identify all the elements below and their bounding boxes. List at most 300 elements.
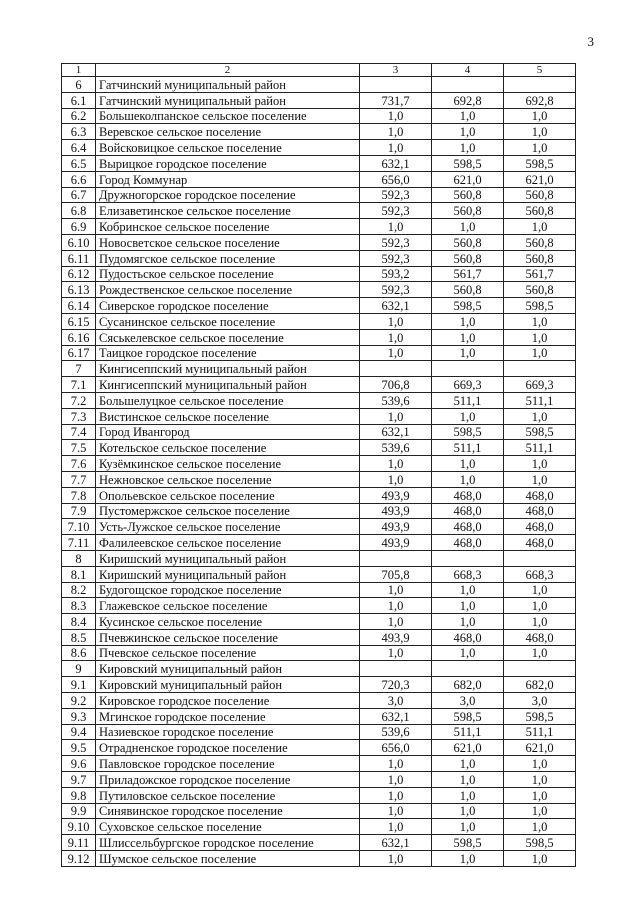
row-number: 9.6 [62,756,96,772]
row-number: 6.6 [62,171,96,187]
value-col-3 [360,550,432,566]
table-row [62,803,576,819]
row-number: 7.10 [62,519,96,535]
value-col-5: 511,1 [504,724,576,740]
row-number: 6 [62,77,96,93]
table-row [62,155,576,171]
value-col-4: 682,0 [432,677,504,693]
table-row [62,566,576,582]
municipality-name: Мгинское городское поселение [96,708,360,724]
value-col-5: 692,8 [504,92,576,108]
value-col-5 [504,361,576,377]
table-row [62,250,576,266]
value-col-3: 632,1 [360,155,432,171]
table-row [62,756,576,772]
header-col-1: 1 [62,64,96,77]
table-row [62,456,576,472]
value-col-5: 1,0 [504,645,576,661]
value-col-3: 592,3 [360,250,432,266]
row-number: 6.10 [62,234,96,250]
municipality-name: Рождественское сельское поселение [96,282,360,298]
table-row [62,708,576,724]
row-number: 8.2 [62,582,96,598]
row-number: 7.1 [62,377,96,393]
value-col-5: 1,0 [504,108,576,124]
value-col-3: 592,3 [360,203,432,219]
table-body [62,64,576,867]
table-row [62,124,576,140]
value-col-3: 493,9 [360,503,432,519]
row-number: 6.13 [62,282,96,298]
header-col-5: 5 [504,64,576,77]
value-col-4: 598,5 [432,708,504,724]
row-number: 8.3 [62,598,96,614]
table-row [62,108,576,124]
municipality-name: Сяськелевское сельское поселение [96,329,360,345]
table-row [62,629,576,645]
value-col-5: 598,5 [504,155,576,171]
municipality-name: Город Коммунар [96,171,360,187]
value-col-4: 669,3 [432,377,504,393]
municipality-name: Большелуцкое сельское поселение [96,392,360,408]
row-number: 6.5 [62,155,96,171]
row-number: 6.11 [62,250,96,266]
value-col-4: 1,0 [432,803,504,819]
table-row [62,219,576,235]
value-col-4 [432,550,504,566]
value-col-3: 539,6 [360,724,432,740]
value-col-4: 561,7 [432,266,504,282]
table-row [62,772,576,788]
municipality-name: Вистинское сельское поселение [96,408,360,424]
value-col-4: 1,0 [432,471,504,487]
row-number: 7.5 [62,440,96,456]
value-col-4: 1,0 [432,140,504,156]
municipality-name: Кировский муниципальный район [96,661,360,677]
table-row [62,392,576,408]
municipality-name: Город Ивангород [96,424,360,440]
municipality-name: Пчевжинское сельское поселение [96,629,360,645]
value-col-4 [432,77,504,93]
value-col-5: 1,0 [504,313,576,329]
row-number: 9.9 [62,803,96,819]
value-col-5: 1,0 [504,124,576,140]
table-row [62,313,576,329]
table-row [62,677,576,693]
value-col-5: 1,0 [504,772,576,788]
value-col-5: 561,7 [504,266,576,282]
municipality-name: Киришский муниципальный район [96,566,360,582]
table-row [62,266,576,282]
row-number: 7.2 [62,392,96,408]
municipality-name: Нежновское сельское поселение [96,471,360,487]
table-row [62,234,576,250]
municipality-name: Фалилеевское сельское поселение [96,535,360,551]
value-col-3: 1,0 [360,471,432,487]
budget-table [61,63,576,867]
municipality-name: Шлиссельбургское городское поселение [96,835,360,851]
value-col-5: 1,0 [504,329,576,345]
value-col-3: 493,9 [360,487,432,503]
value-col-5: 511,1 [504,392,576,408]
table-row [62,361,576,377]
value-col-4: 468,0 [432,487,504,503]
row-number: 8.5 [62,629,96,645]
row-number: 9 [62,661,96,677]
value-col-3: 539,6 [360,440,432,456]
municipality-name: Назиевское городское поселение [96,724,360,740]
row-number: 6.16 [62,329,96,345]
municipality-name: Отрадненское городское поселение [96,740,360,756]
municipality-name: Приладожское городское поселение [96,772,360,788]
table-row [62,92,576,108]
value-col-4 [432,661,504,677]
value-col-3: 1,0 [360,582,432,598]
table-row [62,487,576,503]
value-col-4: 1,0 [432,851,504,867]
row-number: 8.4 [62,614,96,630]
municipality-name: Дружногорское городское поселение [96,187,360,203]
table-row [62,851,576,867]
value-col-4: 468,0 [432,519,504,535]
row-number: 9.2 [62,693,96,709]
value-col-4: 621,0 [432,740,504,756]
municipality-name: Опольевское сельское поселение [96,487,360,503]
municipality-name: Суховское сельское поселение [96,819,360,835]
value-col-5: 1,0 [504,803,576,819]
row-number: 7.8 [62,487,96,503]
value-col-5 [504,550,576,566]
value-col-5: 598,5 [504,298,576,314]
table-row [62,550,576,566]
municipality-name: Гатчинский муниципальный район [96,77,360,93]
value-col-5: 1,0 [504,456,576,472]
value-col-4: 560,8 [432,282,504,298]
municipality-name: Кировское городское поселение [96,693,360,709]
municipality-name: Кингисеппский муниципальный район [96,377,360,393]
value-col-4: 1,0 [432,645,504,661]
value-col-4: 560,8 [432,234,504,250]
municipality-name: Таицкое городское поселение [96,345,360,361]
value-col-5: 560,8 [504,250,576,266]
value-col-4: 560,8 [432,203,504,219]
value-col-5: 468,0 [504,535,576,551]
value-col-3: 632,1 [360,298,432,314]
value-col-5: 560,8 [504,234,576,250]
municipality-name: Вырицкое городское поселение [96,155,360,171]
value-col-4: 692,8 [432,92,504,108]
row-number: 7.3 [62,408,96,424]
row-number: 7.6 [62,456,96,472]
table-row [62,329,576,345]
row-number: 7.9 [62,503,96,519]
value-col-4: 1,0 [432,772,504,788]
value-col-5: 598,5 [504,708,576,724]
value-col-4: 598,5 [432,298,504,314]
row-number: 9.11 [62,835,96,851]
value-col-5: 468,0 [504,487,576,503]
value-col-3: 705,8 [360,566,432,582]
value-col-5: 1,0 [504,345,576,361]
value-col-4: 511,1 [432,724,504,740]
value-col-3: 1,0 [360,819,432,835]
municipality-name: Шумское сельское поселение [96,851,360,867]
value-col-3: 1,0 [360,787,432,803]
row-number: 9.4 [62,724,96,740]
table-row [62,471,576,487]
value-col-4: 1,0 [432,313,504,329]
table-row [62,519,576,535]
table-row [62,835,576,851]
value-col-5: 560,8 [504,282,576,298]
value-col-5: 560,8 [504,187,576,203]
value-col-3: 539,6 [360,392,432,408]
value-col-3: 1,0 [360,614,432,630]
municipality-name: Киришский муниципальный район [96,550,360,566]
value-col-4: 511,1 [432,392,504,408]
row-number: 9.7 [62,772,96,788]
value-col-3: 493,9 [360,519,432,535]
municipality-name: Кузёмкинское сельское поселение [96,456,360,472]
value-col-3: 1,0 [360,645,432,661]
value-col-5: 468,0 [504,629,576,645]
value-col-3 [360,77,432,93]
value-col-3: 632,1 [360,424,432,440]
value-col-4: 1,0 [432,219,504,235]
value-col-3: 1,0 [360,803,432,819]
row-number: 6.1 [62,92,96,108]
value-col-5: 1,0 [504,819,576,835]
value-col-3: 592,3 [360,234,432,250]
value-col-5: 560,8 [504,203,576,219]
table-row [62,535,576,551]
table-row [62,77,576,93]
table-row [62,661,576,677]
table-row [62,140,576,156]
municipality-name: Пустомержское сельское поселение [96,503,360,519]
value-col-3: 656,0 [360,740,432,756]
value-col-3: 592,3 [360,187,432,203]
value-col-3: 1,0 [360,408,432,424]
page-number: 3 [587,34,594,49]
table-row [62,203,576,219]
table-row [62,598,576,614]
municipality-name: Войсковицкое сельское поселение [96,140,360,156]
value-col-3: 731,7 [360,92,432,108]
table-row [62,187,576,203]
value-col-3: 656,0 [360,171,432,187]
value-col-3: 1,0 [360,456,432,472]
municipality-name: Кобринское сельское поселение [96,219,360,235]
municipality-name: Большеколпанское сельское поселение [96,108,360,124]
value-col-5 [504,661,576,677]
value-col-5 [504,77,576,93]
municipality-name: Кировский муниципальный район [96,677,360,693]
municipality-name: Елизаветинское сельское поселение [96,203,360,219]
value-col-5: 668,3 [504,566,576,582]
municipality-name: Пчевское сельское поселение [96,645,360,661]
row-number: 6.14 [62,298,96,314]
value-col-3: 1,0 [360,772,432,788]
value-col-4: 560,8 [432,187,504,203]
header-col-4: 4 [432,64,504,77]
municipality-name: Глажевское сельское поселение [96,598,360,614]
row-number: 9.3 [62,708,96,724]
row-number: 6.7 [62,187,96,203]
value-col-3: 1,0 [360,219,432,235]
table-row [62,614,576,630]
value-col-3: 1,0 [360,140,432,156]
value-col-4: 1,0 [432,108,504,124]
value-col-5: 621,0 [504,740,576,756]
municipality-name: Синявинское городское поселение [96,803,360,819]
table-row [62,424,576,440]
value-col-3: 632,1 [360,835,432,851]
municipality-name: Сиверское городское поселение [96,298,360,314]
value-col-4 [432,361,504,377]
row-number: 8.6 [62,645,96,661]
value-col-4: 598,5 [432,155,504,171]
row-number: 7.4 [62,424,96,440]
value-col-5: 468,0 [504,503,576,519]
value-col-5: 468,0 [504,519,576,535]
value-col-3: 1,0 [360,313,432,329]
row-number: 6.4 [62,140,96,156]
table-header-row [62,64,576,77]
row-number: 6.3 [62,124,96,140]
row-number: 6.2 [62,108,96,124]
value-col-4: 1,0 [432,582,504,598]
table-row [62,503,576,519]
table-row [62,787,576,803]
value-col-3: 1,0 [360,329,432,345]
value-col-5: 669,3 [504,377,576,393]
header-col-2: 2 [96,64,360,77]
value-col-4: 1,0 [432,614,504,630]
value-col-5: 511,1 [504,440,576,456]
value-col-5: 1,0 [504,851,576,867]
table-row [62,740,576,756]
table-row [62,645,576,661]
value-col-5: 1,0 [504,140,576,156]
row-number: 7.11 [62,535,96,551]
table-row [62,582,576,598]
value-col-4: 598,5 [432,424,504,440]
row-number: 7.7 [62,471,96,487]
value-col-4: 468,0 [432,535,504,551]
value-col-4: 1,0 [432,329,504,345]
value-col-4: 1,0 [432,598,504,614]
row-number: 9.10 [62,819,96,835]
value-col-4: 1,0 [432,408,504,424]
value-col-4: 1,0 [432,819,504,835]
municipality-name: Кингисеппский муниципальный район [96,361,360,377]
value-col-4: 468,0 [432,629,504,645]
value-col-5: 1,0 [504,408,576,424]
row-number: 6.9 [62,219,96,235]
value-col-4: 598,5 [432,835,504,851]
value-col-4: 1,0 [432,124,504,140]
row-number: 8.1 [62,566,96,582]
value-col-5: 1,0 [504,219,576,235]
value-col-4: 1,0 [432,456,504,472]
table-row [62,298,576,314]
value-col-5: 598,5 [504,835,576,851]
municipality-name: Пудомягское сельское поселение [96,250,360,266]
value-col-4: 560,8 [432,250,504,266]
value-col-4: 668,3 [432,566,504,582]
value-col-4: 511,1 [432,440,504,456]
row-number: 9.1 [62,677,96,693]
value-col-5: 1,0 [504,787,576,803]
value-col-3: 1,0 [360,756,432,772]
value-col-3: 1,0 [360,345,432,361]
value-col-4: 1,0 [432,756,504,772]
row-number: 6.17 [62,345,96,361]
table-row [62,408,576,424]
table-row [62,345,576,361]
value-col-5: 1,0 [504,598,576,614]
value-col-3: 1,0 [360,124,432,140]
value-col-5: 1,0 [504,614,576,630]
value-col-3: 1,0 [360,108,432,124]
row-number: 6.8 [62,203,96,219]
value-col-3 [360,661,432,677]
value-col-5: 1,0 [504,582,576,598]
row-number: 9.5 [62,740,96,756]
municipality-name: Кусинское сельское поселение [96,614,360,630]
value-col-3: 592,3 [360,282,432,298]
row-number: 9.8 [62,787,96,803]
value-col-4: 468,0 [432,503,504,519]
municipality-name: Сусанинское сельское поселение [96,313,360,329]
value-col-5: 682,0 [504,677,576,693]
value-col-3: 493,9 [360,629,432,645]
value-col-3: 706,8 [360,377,432,393]
municipality-name: Веревское сельское поселение [96,124,360,140]
table-row [62,171,576,187]
municipality-name: Усть-Лужское сельское поселение [96,519,360,535]
municipality-name: Путиловское сельское поселение [96,787,360,803]
municipality-name: Будогощское городское поселение [96,582,360,598]
row-number: 9.12 [62,851,96,867]
table-row [62,440,576,456]
value-col-5: 3,0 [504,693,576,709]
value-col-4: 621,0 [432,171,504,187]
value-col-3: 493,9 [360,535,432,551]
value-col-3: 593,2 [360,266,432,282]
table-row [62,819,576,835]
row-number: 8 [62,550,96,566]
value-col-4: 1,0 [432,345,504,361]
municipality-name: Котельское сельское поселение [96,440,360,456]
municipality-name: Павловское городское поселение [96,756,360,772]
municipality-name: Гатчинский муниципальный район [96,92,360,108]
municipality-name: Новосветское сельское поселение [96,234,360,250]
value-col-3: 1,0 [360,851,432,867]
value-col-4: 1,0 [432,787,504,803]
municipality-name: Пудостьское сельское поселение [96,266,360,282]
header-col-3: 3 [360,64,432,77]
row-number: 6.15 [62,313,96,329]
value-col-5: 598,5 [504,424,576,440]
value-col-4: 3,0 [432,693,504,709]
table-row [62,693,576,709]
value-col-3: 1,0 [360,598,432,614]
table-row [62,282,576,298]
value-col-5: 621,0 [504,171,576,187]
value-col-5: 1,0 [504,756,576,772]
